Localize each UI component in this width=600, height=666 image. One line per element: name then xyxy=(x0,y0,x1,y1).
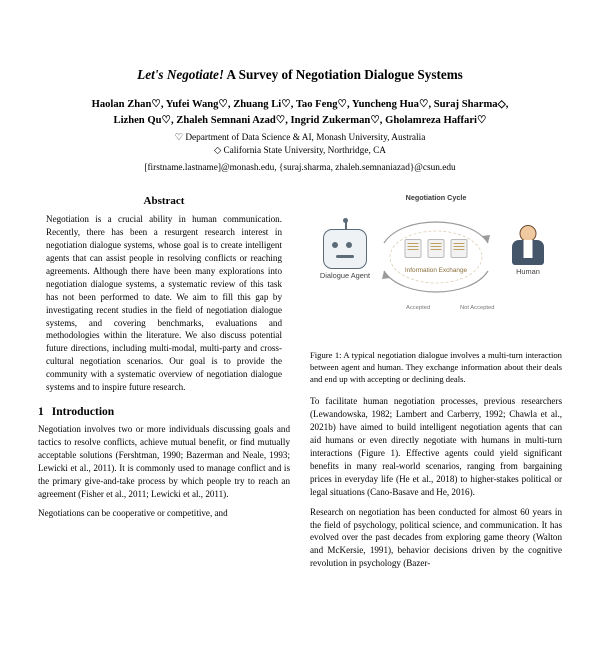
two-column-body xyxy=(38,191,562,577)
intro-paragraph-2: Negotiations can be cooperative or competitive, and xyxy=(38,508,228,519)
figure-caption-label: Figure 1: xyxy=(310,350,342,361)
author-line-2: Lizhen Qu♡, Zhaleh Semnani Azad♡, Ingrid Zukerman♡, Gholamreza Haffari♡ xyxy=(113,114,487,126)
affiliation-line-1: ♡ Department of Data Science & AI, Monash University, Australia xyxy=(174,132,426,143)
intro-paragraph-1: Negotiation involves two or more individuals discussing goals and tactics to resolve conflicts, achieve mutual benefit, or find mutually acceptable solutions (Fershtman, 1990; Bazerman and Neale, 1993; Lewicki et al., 2011). It is commonly used to manage conflict and is the primary give-and-take process by which people try to reach an agreement (Fisher et al., 2011; Lewicki et al., 2011). xyxy=(38,423,290,499)
paper-page xyxy=(0,66,600,666)
left-column xyxy=(38,191,290,577)
not-accepted-label: Not Accepted xyxy=(460,305,495,312)
dialogue-agent-figure xyxy=(318,229,372,280)
human-figure xyxy=(500,225,556,276)
right-column xyxy=(310,191,562,577)
figure-1-graphic xyxy=(310,191,562,341)
introduction-title: Introduction xyxy=(51,405,115,418)
affiliation-line-2: ◇ California State University, Northridge, CA xyxy=(213,146,387,157)
title-italic-part: Let's Negotiate! xyxy=(137,67,224,82)
dialogue-agent-label: Dialogue Agent xyxy=(319,271,371,281)
human-label: Human xyxy=(516,267,540,277)
figure-1-caption xyxy=(310,349,562,385)
information-exchange-label: Information Exchange xyxy=(404,267,468,275)
author-line-1: Haolan Zhan♡, Yufei Wang♡, Zhuang Li♡, Tao Feng♡, Yuncheng Hua♡, Suraj Sharma◇, xyxy=(91,99,509,111)
figure-title-label: Negotiation Cycle xyxy=(405,193,467,203)
abstract-text: Negotiation is a crucial ability in human communication. Recently, there has been a resurgent research interest in negotiation dialogue systems, whose goal is to create intelligent agents that can assist people in resolving conflicts or reaching agreements. Although there have been many explorations into negotiation dialogue systems, a systematic review of this task has not been performed to date. We aim to fill this gap by investigating recent studies in the field of negotiation dialogue systems, and covering benchmarks, evaluations and methodologies within the literature. We also discuss potential future directions, including multi-modal, multi-party and cross-cultural negotiation scenarios. Our goal is to provide the community with a systematic overview of negotiation dialogue systems and to inspire future research. xyxy=(46,214,282,393)
author-list xyxy=(46,97,554,128)
negotiation-cycle-diagram xyxy=(372,209,500,305)
figure-1 xyxy=(310,191,562,385)
contact-emails: [firstname.lastname]@monash.edu, {suraj.sharma, zhaleh.semnaniazad}@csun.edu xyxy=(144,162,456,173)
figure-caption-text: A typical negotiation dialogue involves a multi-turn interaction between agent and human. They exchange information about their deals and end up with accepting or declining deals. xyxy=(310,350,562,385)
title-rest-part: A Survey of Negotiation Dialogue Systems xyxy=(226,67,463,82)
abstract-heading: Abstract xyxy=(143,195,185,208)
page-title xyxy=(60,66,540,83)
affiliations xyxy=(50,132,550,159)
deal-cards-icon xyxy=(405,239,468,258)
robot-icon xyxy=(323,229,367,269)
introduction-heading xyxy=(38,406,290,418)
introduction-number: 1 xyxy=(38,405,44,418)
right-paragraph-2: Research on negotiation has been conducted for almost 60 years in the field of psychology, political science, and communication. It has evolved over the past decades from exploring game theory (Walton and McKersie, 1991), behavior decisions driven by the cognitive revolution in psychology (Bazer- xyxy=(310,506,562,569)
right-paragraph-1: To facilitate human negotiation processes, previous researchers (Lewandowska, 1982; Lambert and Carberry, 1992; Chawla et al., 2021b) have aimed to build intelligent negotiation agents that can aid humans or even directly negotiate with humans in multi-turn interactions (Figure 1). Effective agents could yield significant benefits in many real-world scenarios, ranging from bargaining prices in everyday life (He et al., 2018) to higher-stakes political or legal situations (Cano-Basave and He, 2016). xyxy=(310,396,562,497)
deal-card-icon xyxy=(428,239,445,258)
deal-card-icon xyxy=(451,239,468,258)
person-icon xyxy=(508,225,548,265)
accepted-label: Accepted xyxy=(406,305,431,312)
deal-card-icon xyxy=(405,239,422,258)
